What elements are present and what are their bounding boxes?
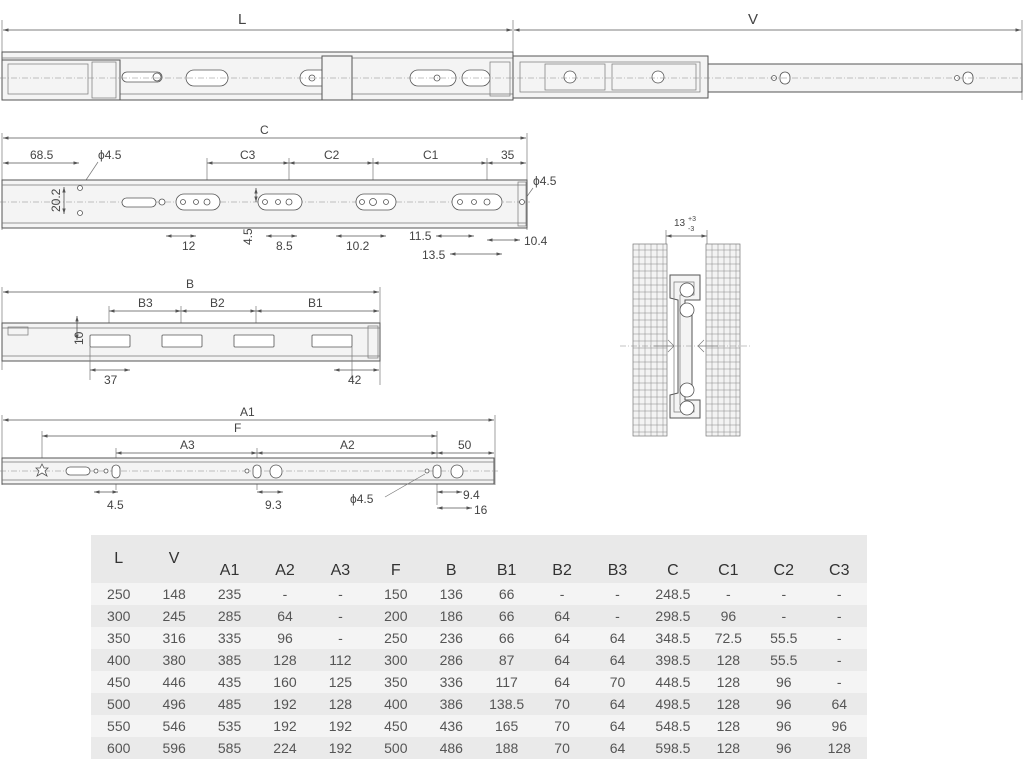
table-cell: 64 (590, 737, 645, 759)
table-cell: 64 (534, 671, 589, 693)
outer-member-view (2, 277, 380, 387)
table-cell: 55.5 (756, 649, 811, 671)
table-cell: 66 (479, 605, 534, 627)
table-cell: 96 (756, 693, 811, 715)
table-cell: 70 (534, 693, 589, 715)
table-cell: 128 (811, 737, 867, 759)
table-row (91, 649, 867, 671)
table-cell: 200 (368, 605, 423, 627)
table-cell: 96 (701, 605, 756, 627)
table-row (91, 715, 867, 737)
dim-37: 37 (104, 373, 118, 387)
table-cell: - (811, 627, 867, 649)
label-L: L (238, 11, 247, 28)
table-cell: 64 (590, 693, 645, 715)
table-header-b2: B2 (534, 559, 589, 583)
label-B: B (186, 277, 195, 291)
table-cell: 235 (202, 583, 257, 605)
table-cell: 148 (146, 583, 201, 605)
table-cell: - (313, 583, 368, 605)
table-cell: 128 (701, 671, 756, 693)
table-header-a1: A1 (202, 559, 257, 583)
table-header-spacer (202, 535, 867, 559)
table-cell: 192 (313, 737, 368, 759)
dim-phi4-5-a: ϕ4.5 (98, 148, 122, 162)
table-cell: - (313, 605, 368, 627)
table-cell: - (756, 583, 811, 605)
table-row (91, 671, 867, 693)
table-header-c2: C2 (756, 559, 811, 583)
table-cell: - (811, 671, 867, 693)
table-cell: - (590, 583, 645, 605)
table-cell: 500 (91, 693, 146, 715)
table-header-a3: A3 (313, 559, 368, 583)
table-cell: 64 (257, 605, 312, 627)
dim-10-v: 10 (72, 331, 86, 345)
dim-42: 42 (348, 373, 362, 387)
table-cell: 548.5 (645, 715, 700, 737)
label-C: C (260, 123, 269, 137)
table-cell: 250 (91, 583, 146, 605)
cross-section-view (620, 216, 750, 436)
table-cell: 348.5 (645, 627, 700, 649)
table-cell: 285 (202, 605, 257, 627)
table-header-l: L (91, 535, 146, 583)
dim-4-5-h: 4.5 (107, 498, 124, 512)
label-A1: A1 (240, 405, 255, 419)
table-cell: 546 (146, 715, 201, 737)
table-row (91, 627, 867, 649)
table-cell: 192 (257, 693, 312, 715)
table-header-v: V (146, 535, 201, 583)
dim-10-2: 10.2 (346, 239, 370, 253)
table-cell: 336 (424, 671, 479, 693)
table-cell: 64 (590, 627, 645, 649)
table-header-b1: B1 (479, 559, 534, 583)
table-cell: 596 (146, 737, 201, 759)
table-cell: 286 (424, 649, 479, 671)
table-cell: 385 (202, 649, 257, 671)
table-cell: 64 (534, 627, 589, 649)
table-cell: 335 (202, 627, 257, 649)
table-cell: 448.5 (645, 671, 700, 693)
table-cell: 192 (257, 715, 312, 737)
table-cell: 485 (202, 693, 257, 715)
table-cell: 72.5 (701, 627, 756, 649)
table-cell: 380 (146, 649, 201, 671)
dim-4-5-v: 4.5 (241, 228, 255, 245)
label-V: V (748, 11, 759, 28)
table-cell: 192 (313, 715, 368, 737)
specification-table (91, 535, 867, 759)
table-cell: - (313, 627, 368, 649)
table-cell: 500 (368, 737, 423, 759)
table-cell: 446 (146, 671, 201, 693)
table-cell: 435 (202, 671, 257, 693)
table-cell: 165 (479, 715, 534, 737)
table-cell: 400 (91, 649, 146, 671)
table-cell: 498.5 (645, 693, 700, 715)
label-A3: A3 (180, 438, 195, 452)
table-cell: 598.5 (645, 737, 700, 759)
table-header-c: C (645, 559, 700, 583)
table-cell: 96 (756, 671, 811, 693)
table-cell: 400 (368, 693, 423, 715)
table-cell: 128 (701, 737, 756, 759)
dim-11-5: 11.5 (409, 229, 432, 243)
dim-phi4-5-b: ϕ4.5 (533, 174, 557, 188)
table-cell: 66 (479, 627, 534, 649)
table-cell: 236 (424, 627, 479, 649)
table-row (91, 693, 867, 715)
label-C1: C1 (423, 148, 439, 162)
table-cell: 248.5 (645, 583, 700, 605)
table-header-f: F (368, 559, 423, 583)
table-cell: - (257, 583, 312, 605)
label-B2: B2 (210, 296, 225, 310)
dim-68-5: 68.5 (30, 148, 54, 162)
table-cell: 136 (424, 583, 479, 605)
table-cell: 55.5 (756, 627, 811, 649)
table-cell: 64 (534, 605, 589, 627)
table-cell: 160 (257, 671, 312, 693)
table-cell: 298.5 (645, 605, 700, 627)
table-cell: 112 (313, 649, 368, 671)
dim-35: 35 (501, 148, 515, 162)
table-cell: 245 (146, 605, 201, 627)
table-cell: 125 (313, 671, 368, 693)
table-cell: 70 (534, 737, 589, 759)
table-cell: 70 (534, 715, 589, 737)
table-cell: 250 (368, 627, 423, 649)
dim-13: 13 (674, 218, 686, 229)
table-header-a2: A2 (257, 559, 312, 583)
table-cell: 496 (146, 693, 201, 715)
table-cell: 350 (91, 627, 146, 649)
table-cell: 64 (534, 649, 589, 671)
dim-tol-plus: +3 (688, 216, 696, 223)
table-cell: 128 (701, 649, 756, 671)
table-cell: 128 (313, 693, 368, 715)
dim-phi4-5-d: ϕ4.5 (350, 492, 374, 506)
table-header-b: B (424, 559, 479, 583)
table-cell: - (701, 583, 756, 605)
dim-9-3: 9.3 (265, 498, 282, 512)
label-F: F (234, 421, 242, 435)
label-B1: B1 (308, 296, 323, 310)
table-cell: 186 (424, 605, 479, 627)
table-cell: 486 (424, 737, 479, 759)
table-cell: 535 (202, 715, 257, 737)
table-cell: 398.5 (645, 649, 700, 671)
dim-50: 50 (458, 438, 472, 452)
dim-12: 12 (182, 239, 196, 253)
table-cell: 70 (590, 671, 645, 693)
table-cell: 96 (756, 715, 811, 737)
label-A2: A2 (340, 438, 355, 452)
table-cell: 96 (756, 737, 811, 759)
label-C2: C2 (324, 148, 340, 162)
table-cell: 138.5 (479, 693, 534, 715)
table-cell: 96 (811, 715, 867, 737)
table-cell: 436 (424, 715, 479, 737)
label-C3: C3 (240, 148, 256, 162)
table-header-b3: B3 (590, 559, 645, 583)
dim-tol-minus: -3 (688, 226, 695, 233)
slide-overall-view (0, 11, 1022, 100)
table-header-c1: C1 (701, 559, 756, 583)
table-header-c3: C3 (811, 559, 867, 583)
table-cell: 128 (257, 649, 312, 671)
table-cell: - (811, 583, 867, 605)
table-cell: 386 (424, 693, 479, 715)
table-cell: - (811, 605, 867, 627)
table-cell: 150 (368, 583, 423, 605)
inner-member-view (0, 123, 557, 262)
dim-8-5: 8.5 (276, 239, 293, 253)
table-cell: 300 (91, 605, 146, 627)
table-cell: 96 (257, 627, 312, 649)
table-cell: 316 (146, 627, 201, 649)
table-cell: 585 (202, 737, 257, 759)
table-cell: 450 (368, 715, 423, 737)
table-cell: - (811, 649, 867, 671)
dim-16: 16 (474, 503, 488, 517)
table-cell: 350 (368, 671, 423, 693)
table-cell: 600 (91, 737, 146, 759)
table-cell: - (756, 605, 811, 627)
table-cell: 224 (257, 737, 312, 759)
table-cell: 64 (590, 715, 645, 737)
table-row (91, 583, 867, 605)
table-cell: 128 (701, 715, 756, 737)
dim-9-4: 9.4 (463, 488, 480, 502)
table-cell: 64 (590, 649, 645, 671)
table-cell: - (534, 583, 589, 605)
table-row (91, 737, 867, 759)
table-cell: 117 (479, 671, 534, 693)
table-cell: 128 (701, 693, 756, 715)
table-cell: 450 (91, 671, 146, 693)
intermediate-member-view (0, 405, 498, 517)
dim-20-2: 20.2 (49, 188, 63, 212)
table-row (91, 605, 867, 627)
label-B3: B3 (138, 296, 153, 310)
table-cell: 66 (479, 583, 534, 605)
table-cell: 87 (479, 649, 534, 671)
table-cell: 300 (368, 649, 423, 671)
dim-13-5: 13.5 (422, 248, 446, 262)
table-cell: 550 (91, 715, 146, 737)
dim-10-4: 10.4 (524, 234, 548, 248)
table-cell: - (590, 605, 645, 627)
table-cell: 64 (811, 693, 867, 715)
table-cell: 188 (479, 737, 534, 759)
